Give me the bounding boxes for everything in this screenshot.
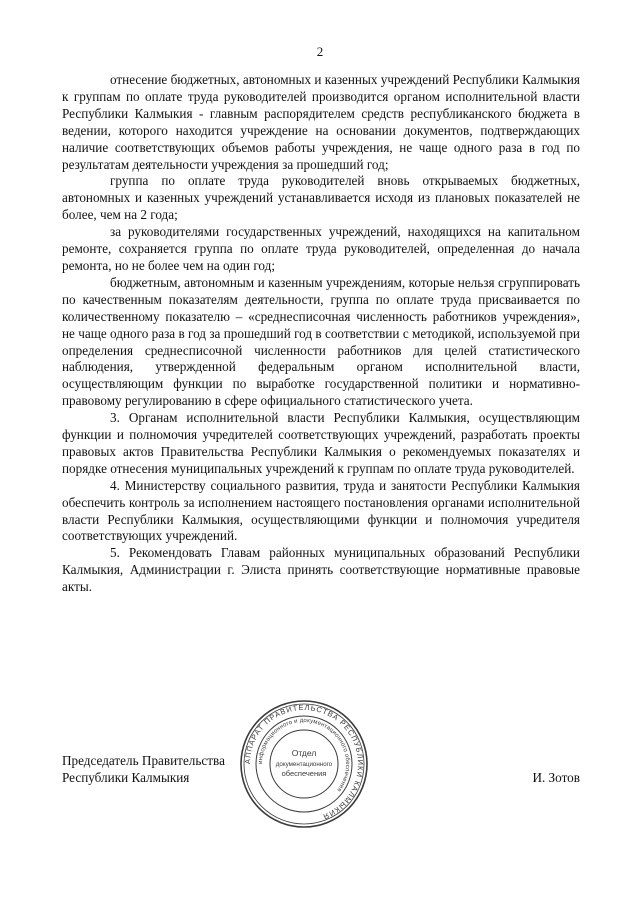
document-body — [62, 72, 580, 596]
stamp-center-line2: документационного — [275, 761, 333, 768]
stamp-center-line1: Отдел — [291, 748, 317, 758]
stamp-inner-text: информационного и документационного обеспечения — [257, 717, 351, 793]
signatory-title-line1: Председатель Правительства — [62, 753, 225, 768]
official-stamp — [238, 698, 370, 830]
signatory-name: И. Зотов — [532, 770, 580, 785]
signatory-title-line2: Республики Калмыкия — [62, 769, 190, 785]
paragraph: группа по оплате труда руководителей вновь открываемых бюджетных, автономных и казенных учреждений устанавливается исходя из плановых показателей не более, чем на 2 года; — [62, 173, 580, 223]
page-number: 2 — [316, 44, 324, 59]
paragraph: бюджетным, автономным и казенным учреждениям, которые нельзя сгруппировать по качественным показателям деятельности, группа по оплате труда присваивается по количественному показателю – «среднесписочная численность работников учреждения», не чаще одного раза в год за прошедший год в соответствии с методикой, используемой при определения среднесписочной численности работников для целей статистического наблюдения, утвержденной федеральным органом исполнительной власти, осуществляющим функции по выработке государственной политики и нормативно-правовому регулированию в сфере официального статистического учета. — [62, 274, 580, 409]
paragraph: 4. Министерству социального развития, труда и занятости Республики Калмыкия обеспечить контроль за исполнением настоящего постановления органами исполнительной власти Республики Калмыкия, осуществляющими функции и полномочия учредителя соответствующих учреждений. — [62, 477, 580, 544]
paragraph: за руководителями государственных учреждений, находящихся на капитальном ремонте, сохраняется группа по оплате труда руководителей, определенная до начала ремонта, но не более чем на один год; — [62, 224, 580, 273]
stamp-center-line3: обеспечения — [281, 769, 327, 778]
signatory-title — [62, 753, 225, 787]
paragraph: отнесение бюджетных, автономных и казенных учреждений Республики Калмыкия к группам по оплате труда руководителей производится органом исполнительной власти Республики Калмыкия - главным распорядителем средств республиканского бюджета в ведении, которого находится учреждение на основании документов, подтверждающих наличие соответствующих объемов работы учреждения, не чаще одного раза в год по результатам деятельности учреждения за прошедший год; — [62, 72, 580, 172]
stamp-outer-text: АППАРАТ ПРАВИТЕЛЬСТВА РЕСПУБЛИКИ КАЛМЫКИЯ — [242, 702, 366, 822]
paragraph: 3. Органам исполнительной власти Республики Калмыкия, осуществляющим функции и полномочия учредителей соответствующих учреждений, разработать проекты правовых актов Правительства Республики Калмыкия о рекомендуемых показателях и порядке отнесения муниципальных учреждений к группам по оплате труда руководителей. — [62, 410, 580, 476]
paragraph: 5. Рекомендовать Главам районных муниципальных образований Республики Калмыкия, Администрации г. Элиста принять соответствующие нормативные правовые акты. — [62, 545, 580, 595]
